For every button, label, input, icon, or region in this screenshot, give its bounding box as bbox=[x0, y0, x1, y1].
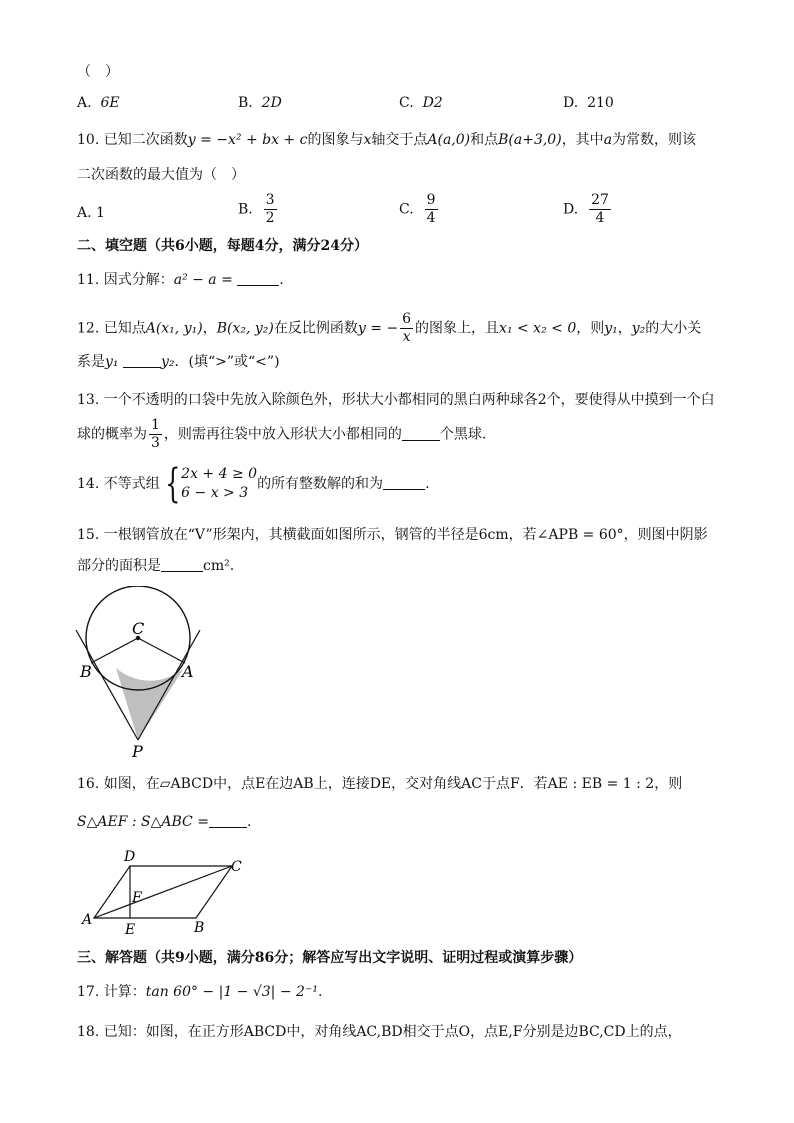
label-e: E bbox=[125, 922, 136, 936]
label-c: C bbox=[231, 859, 242, 875]
q10-option-b: B. $\frac{3}{2}$ bbox=[238, 192, 275, 226]
q16-answer-blank[interactable] bbox=[209, 813, 247, 828]
q12-line1: 12. 已知点A(x₁, y₁)，B(x₂, y₂)在反比例函数y = − $\frac{6}{x}$ 的图象上，且x₁ < x₂ < 0，则y₁，y₂的大小关 bbox=[77, 311, 702, 345]
radius-ca bbox=[138, 638, 185, 663]
label-p: P bbox=[132, 742, 143, 761]
q15-answer-blank[interactable] bbox=[161, 557, 203, 572]
q10-line1: 10. 已知二次函数y = −x² + bx + c的图象与x轴交于点A(a,0)和点B(a+3,0)，其中a为常数，则该 bbox=[77, 132, 697, 148]
radius-cb bbox=[91, 638, 138, 663]
q13-line1: 13. 一个不透明的口袋中先放入除颜色外，形状大小都相同的黑白两种球各2个，要使得从中摸到一个白 bbox=[77, 392, 715, 408]
q10-line2: 二次函数的最大值为（ ） bbox=[77, 167, 245, 183]
q9-option-d: D. 210 bbox=[563, 95, 614, 111]
label-f: F bbox=[132, 890, 142, 906]
q16-line2: S△AEF : S△ABC = . bbox=[77, 814, 252, 830]
q10-option-a: A. 1 bbox=[77, 205, 105, 221]
q13-line2: 球的概率为 $\frac{1}{3}$ ，则需再往袋中放入形状大小都相同的 个黑球. bbox=[77, 417, 487, 451]
q10-option-d: D. $\frac{27}{4}$ bbox=[563, 192, 609, 226]
q18: 18. 已知：如图，在正方形ABCD中，对角线AC,BD相交于点O，点E,F分别是边BC,CD上的点， bbox=[77, 1024, 682, 1040]
q10-option-c: C. $\frac{9}{4}$ bbox=[399, 192, 436, 226]
q12-line2: 系是y₁ y₂．(填“>”或“<”) bbox=[77, 354, 280, 370]
q16-figure bbox=[76, 846, 256, 936]
q9-paren: （ ） bbox=[77, 64, 119, 80]
label-d: D bbox=[124, 849, 136, 865]
shaded-region bbox=[116, 668, 184, 740]
q12-answer-blank[interactable] bbox=[123, 353, 161, 368]
section-2-heading: 二、填空题（共6小题，每题4分，满分24分） bbox=[77, 238, 368, 254]
q14-answer-blank[interactable] bbox=[383, 475, 425, 490]
q11: 11. 因式分解：a² − a = . bbox=[77, 272, 284, 288]
q13-answer-blank[interactable] bbox=[402, 426, 440, 441]
q14: 14. 不等式组 { 2x + 4 ≥ 0 6 − x > 3 的所有整数解的和为 . bbox=[77, 461, 430, 507]
q15-figure bbox=[70, 586, 210, 761]
q15-line2: 部分的面积是 cm². bbox=[77, 558, 235, 574]
q11-answer-blank[interactable] bbox=[237, 271, 279, 286]
q9-option-b: B. 2D bbox=[238, 95, 282, 111]
q9-option-a: A. 6E bbox=[77, 95, 120, 111]
section-3-heading: 三、解答题（共9小题，满分86分；解答应写出文字说明、证明过程或演算步骤） bbox=[77, 950, 583, 966]
label-c: C bbox=[132, 619, 145, 638]
label-a: A bbox=[182, 662, 194, 681]
q17: 17. 计算：tan 60° − |1 − √3| − 2⁻¹. bbox=[77, 984, 323, 1000]
q9-option-c: C. D2 bbox=[399, 95, 443, 111]
diagonal-ac bbox=[94, 866, 232, 918]
label-a: A bbox=[82, 912, 93, 928]
label-b: B bbox=[80, 662, 92, 681]
q15-line1: 15. 一根钢管放在“V”形架内，其横截面如图所示，钢管的半径是6cm，若∠APB = 60°，则图中阴影 bbox=[77, 527, 708, 543]
label-b: B bbox=[194, 920, 205, 936]
system-brace: { bbox=[164, 461, 181, 507]
q16-line1: 16. 如图，在▱ABCD中，点E在边AB上，连接DE，交对角线AC于点F．若AE : EB = 1 : 2，则 bbox=[77, 776, 683, 792]
